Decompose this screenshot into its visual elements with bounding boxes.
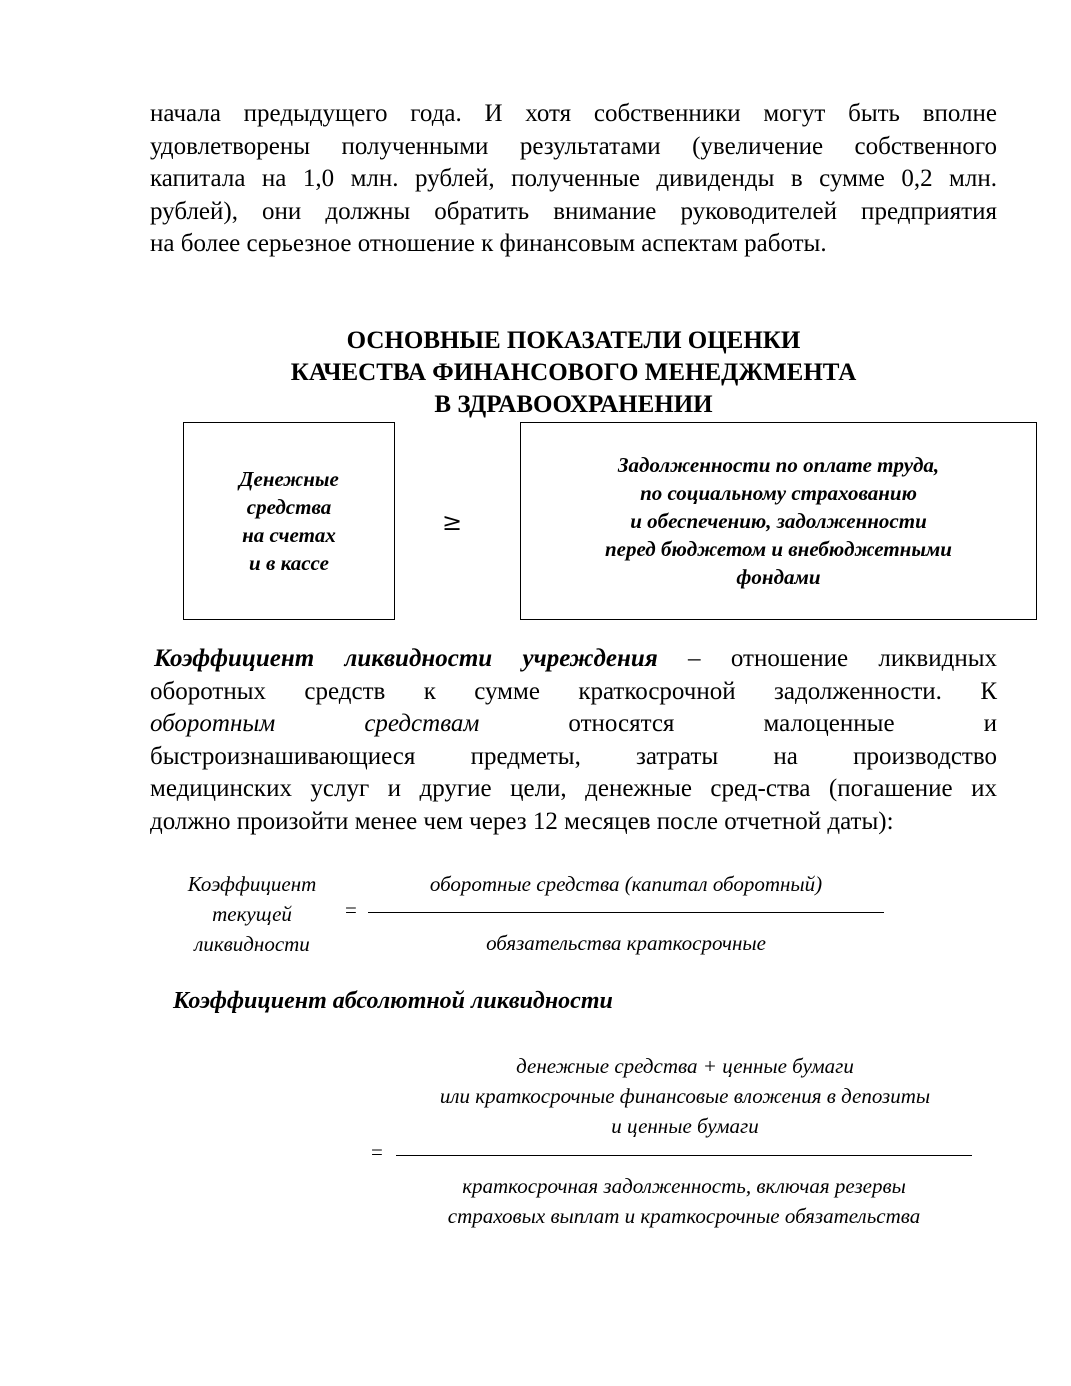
absolute-ratio-numerator-line: и ценные бумаги: [611, 1114, 759, 1138]
cash-box-line: на счетах: [242, 523, 336, 547]
definition-line: медицинских услуг и другие цели, денежные сред-ства (погашение их: [150, 775, 997, 802]
absolute-ratio-equals: =: [371, 1140, 383, 1164]
intro-line: рублей), они должны обратить внимание руководителей предприятия: [150, 197, 997, 225]
section-title-line: ОСНОВНЫЕ ПОКАЗАТЕЛИ ОЦЕНКИ: [346, 327, 801, 354]
intro-paragraph: [150, 98, 997, 261]
definition-text: – отношение ликвидных: [657, 645, 997, 672]
liabilities-box-line: и обеспечению, задолженности: [630, 509, 927, 533]
cash-box-line: и в кассе: [249, 551, 329, 575]
greater-or-equal-sign: ≥: [442, 508, 463, 536]
definition-line: [150, 708, 997, 741]
intro-line: удовлетворены полученными результатами (увеличение собственного: [150, 132, 997, 160]
current-ratio-label-line: текущей: [212, 902, 292, 926]
liabilities-box-line: перед бюджетом и внебюджетными: [605, 537, 952, 561]
definition-italic-term: оборотным средствам: [150, 710, 480, 737]
absolute-ratio-denominator-line: страховых выплат и краткосрочные обязательства: [447, 1204, 921, 1228]
definition-line: быстроизнашивающиеся предметы, затраты на производство: [150, 742, 997, 770]
liabilities-box-line: фондами: [736, 565, 821, 589]
absolute-ratio-fraction-bar: [396, 1155, 972, 1156]
current-ratio-fraction-bar: [368, 912, 884, 913]
intro-line: капитала на 1,0 млн. рублей, полученные дивиденды в сумме 0,2 млн.: [150, 165, 997, 192]
current-ratio-label: [172, 869, 332, 959]
absolute-ratio-numerator-line: денежные средства + ценные бумаги: [516, 1054, 854, 1078]
definition-line: оборотных средств к сумме краткосрочной задолженности. К: [150, 677, 997, 705]
absolute-ratio-numerator-line: или краткосрочные финансовые вложения в депозиты: [439, 1084, 931, 1108]
definition-text: относятся малоценные и: [479, 710, 997, 737]
cash-box-text: [239, 465, 339, 577]
definition-term: Коэффициент ликвидности учреждения: [154, 645, 658, 672]
liabilities-box-line: Задолженности по оплате труда,: [617, 453, 940, 477]
section-title-line: КАЧЕСТВА ФИНАНСОВОГО МЕНЕДЖМЕНТА: [290, 359, 857, 386]
liabilities-box: [520, 422, 1037, 620]
current-ratio-equals: =: [345, 898, 357, 922]
liabilities-box-text: [605, 451, 952, 591]
current-ratio-label-line: Коэффициент: [187, 872, 317, 896]
liabilities-box-line: по социальному страхованию: [640, 481, 917, 505]
section-title: [150, 325, 997, 421]
absolute-liquidity-heading: Коэффициент абсолютной ликвидности: [173, 988, 613, 1014]
intro-line: на более серьезное отношение к финансовым аспектам работы.: [150, 230, 827, 257]
absolute-ratio-denominator: [396, 1171, 972, 1231]
absolute-ratio-denominator-line: краткосрочная задолженность, включая резервы: [462, 1174, 906, 1198]
current-ratio-label-line: ликвидности: [194, 932, 310, 956]
definition-line: должно произойти менее чем через 12 месяцев после отчетной даты):: [150, 807, 894, 835]
definition-line: [150, 643, 997, 676]
section-title-line: В ЗДРАВООХРАНЕНИИ: [434, 391, 713, 418]
absolute-ratio-numerator: [390, 1051, 980, 1141]
definition-paragraph: [150, 643, 997, 838]
current-ratio-numerator: оборотные средства (капитал оборотный): [429, 872, 823, 896]
cash-box: [183, 422, 395, 620]
cash-box-line: средства: [246, 495, 332, 519]
intro-line: начала предыдущего года. И хотя собственники могут быть вполне: [150, 100, 997, 127]
current-ratio-denominator: обязательства краткосрочные: [486, 931, 766, 955]
cash-box-line: Денежные: [239, 467, 339, 491]
